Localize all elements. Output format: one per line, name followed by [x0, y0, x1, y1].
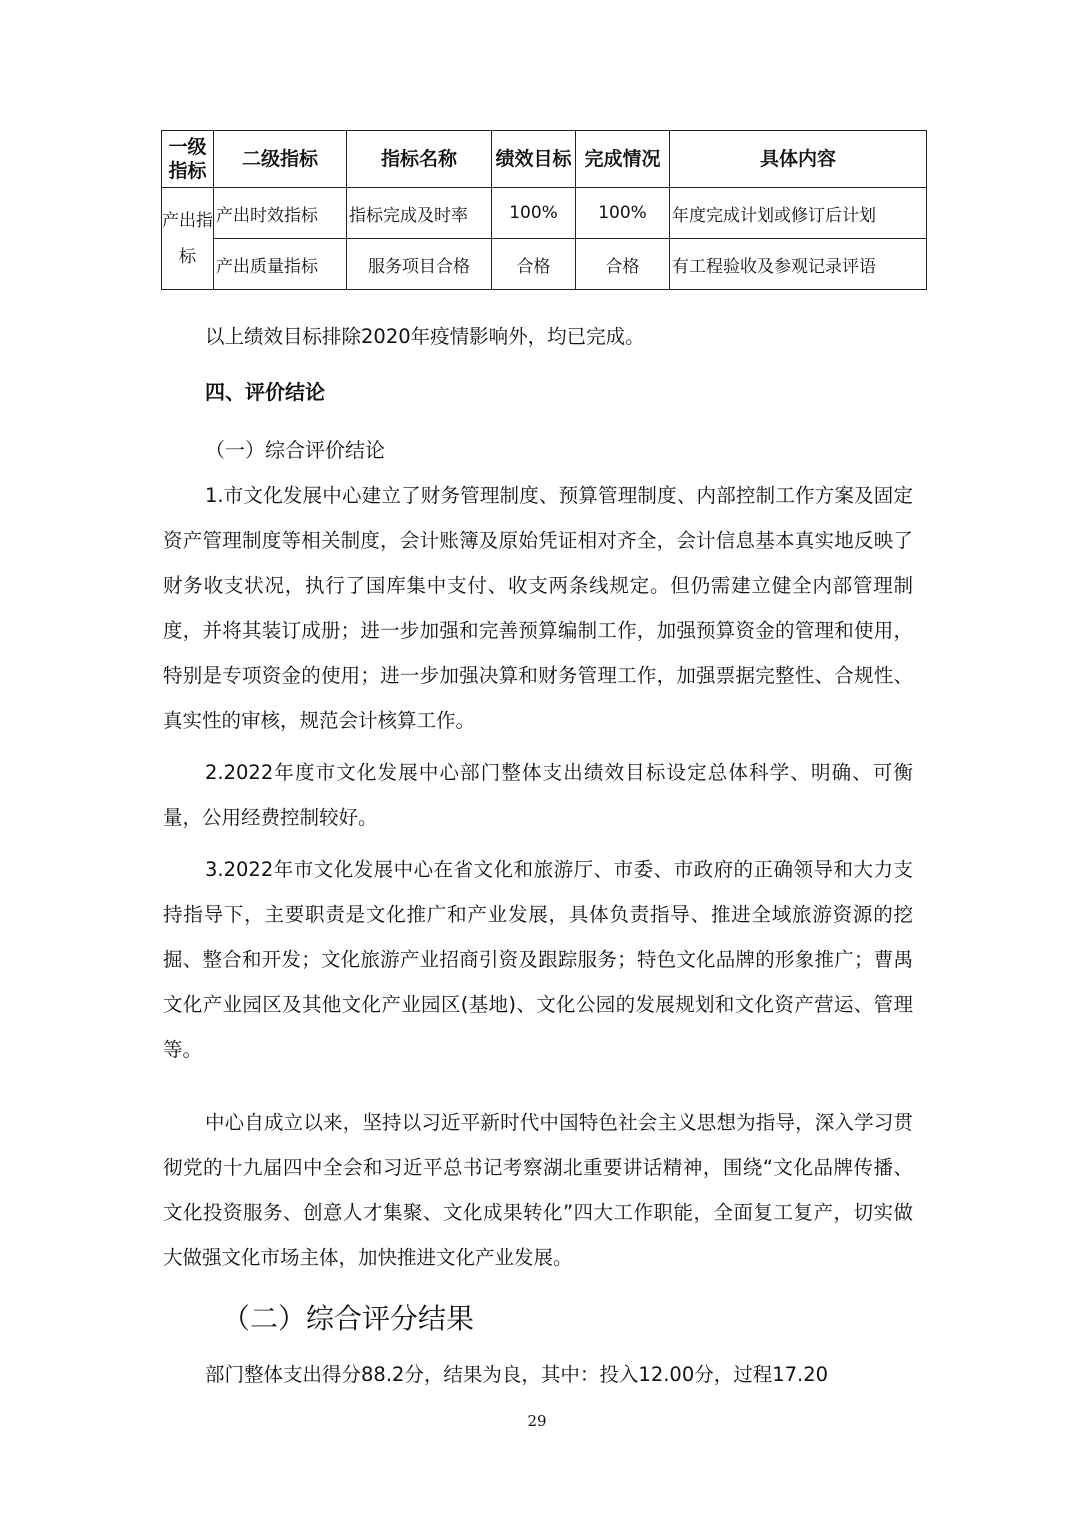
- header-indicator-name: 指标名称: [347, 131, 492, 188]
- table-cell: 合格: [576, 239, 670, 290]
- table-row: [162, 188, 927, 239]
- section-heading: 四、评价结论: [205, 380, 325, 404]
- paragraph-3: 3.2022年市文化发展中心在省文化和旅游厅、市委、市政府的正确领导和大力支持指导下，主要职责是文化推广和产业发展，具体负责指导、推进全域旅游资源的挖掘、整合和开发；文化旅游产业招商引资及跟踪服务；特色文化品牌的形象推广；曹禺文化产业园区及其他文化产业园区(基地)、文化公园的发展规划和文化资产营运、管理等。: [163, 858, 913, 1061]
- header-target: 绩效目标: [492, 131, 576, 188]
- table-row: [162, 239, 927, 290]
- table-cell: 100%: [576, 188, 670, 239]
- table-cell: 年度完成计划或修订后计划: [670, 188, 927, 239]
- subsection-heading: （一）综合评价结论: [205, 438, 385, 462]
- category-cell: 产出指标: [162, 188, 214, 290]
- summary-paragraph: 以上绩效目标排除2020年疫情影响外，均已完成。: [205, 325, 645, 348]
- performance-table: [161, 130, 927, 290]
- subsection-heading-large: （二）综合评分结果: [222, 1302, 475, 1335]
- paragraph-1: 1.市文化发展中心建立了财务管理制度、预算管理制度、内部控制工作方案及固定资产管理制度等相关制度，会计账簿及原始凭证相对齐全，会计信息基本真实地反映了财务收支状况，执行了国库集中支付、收支两条线规定。但仍需建立健全内部管理制度，并将其装订成册；进一步加强和完善预算编制工作，加强预算资金的管理和使用，特别是专项资金的使用；进一步加强决算和财务管理工作，加强票据完整性、合规性、真实性的审核，规范会计核算工作。: [163, 484, 913, 732]
- table-cell: 100%: [492, 188, 576, 239]
- paragraph-4: 中心自成立以来，坚持以习近平新时代中国特色社会主义思想为指导，深入学习贯彻党的十九届四中全会和习近平总书记考察湖北重要讲话精神，围绕“文化品牌传播、文化投资服务、创意人才集聚、文化成果转化”四大工作职能，全面复工复产，切实做大做强文化市场主体，加快推进文化产业发展。: [163, 1111, 913, 1269]
- table-cell: 产出质量指标: [214, 239, 347, 290]
- table-cell: 有工程验收及参观记录评语: [670, 239, 927, 290]
- table-cell: 服务项目合格: [347, 239, 492, 290]
- paragraph-5: 部门整体支出得分88.2分，结果为良，其中：投入12.00分，过程17.20: [205, 1363, 829, 1386]
- header-completion: 完成情况: [576, 131, 670, 188]
- header-details: 具体内容: [670, 131, 927, 188]
- page-number: 29: [527, 1412, 547, 1430]
- table-header-row: [162, 131, 927, 188]
- table-cell: 指标完成及时率: [347, 188, 492, 239]
- header-level1: 一级指标: [162, 131, 214, 188]
- header-level2: 二级指标: [214, 131, 347, 188]
- table-cell: 产出时效指标: [214, 188, 347, 239]
- paragraph-2: 2.2022年度市文化发展中心部门整体支出绩效目标设定总体科学、明确、可衡量，公用经费控制较好。: [163, 761, 913, 829]
- table-cell: 合格: [492, 239, 576, 290]
